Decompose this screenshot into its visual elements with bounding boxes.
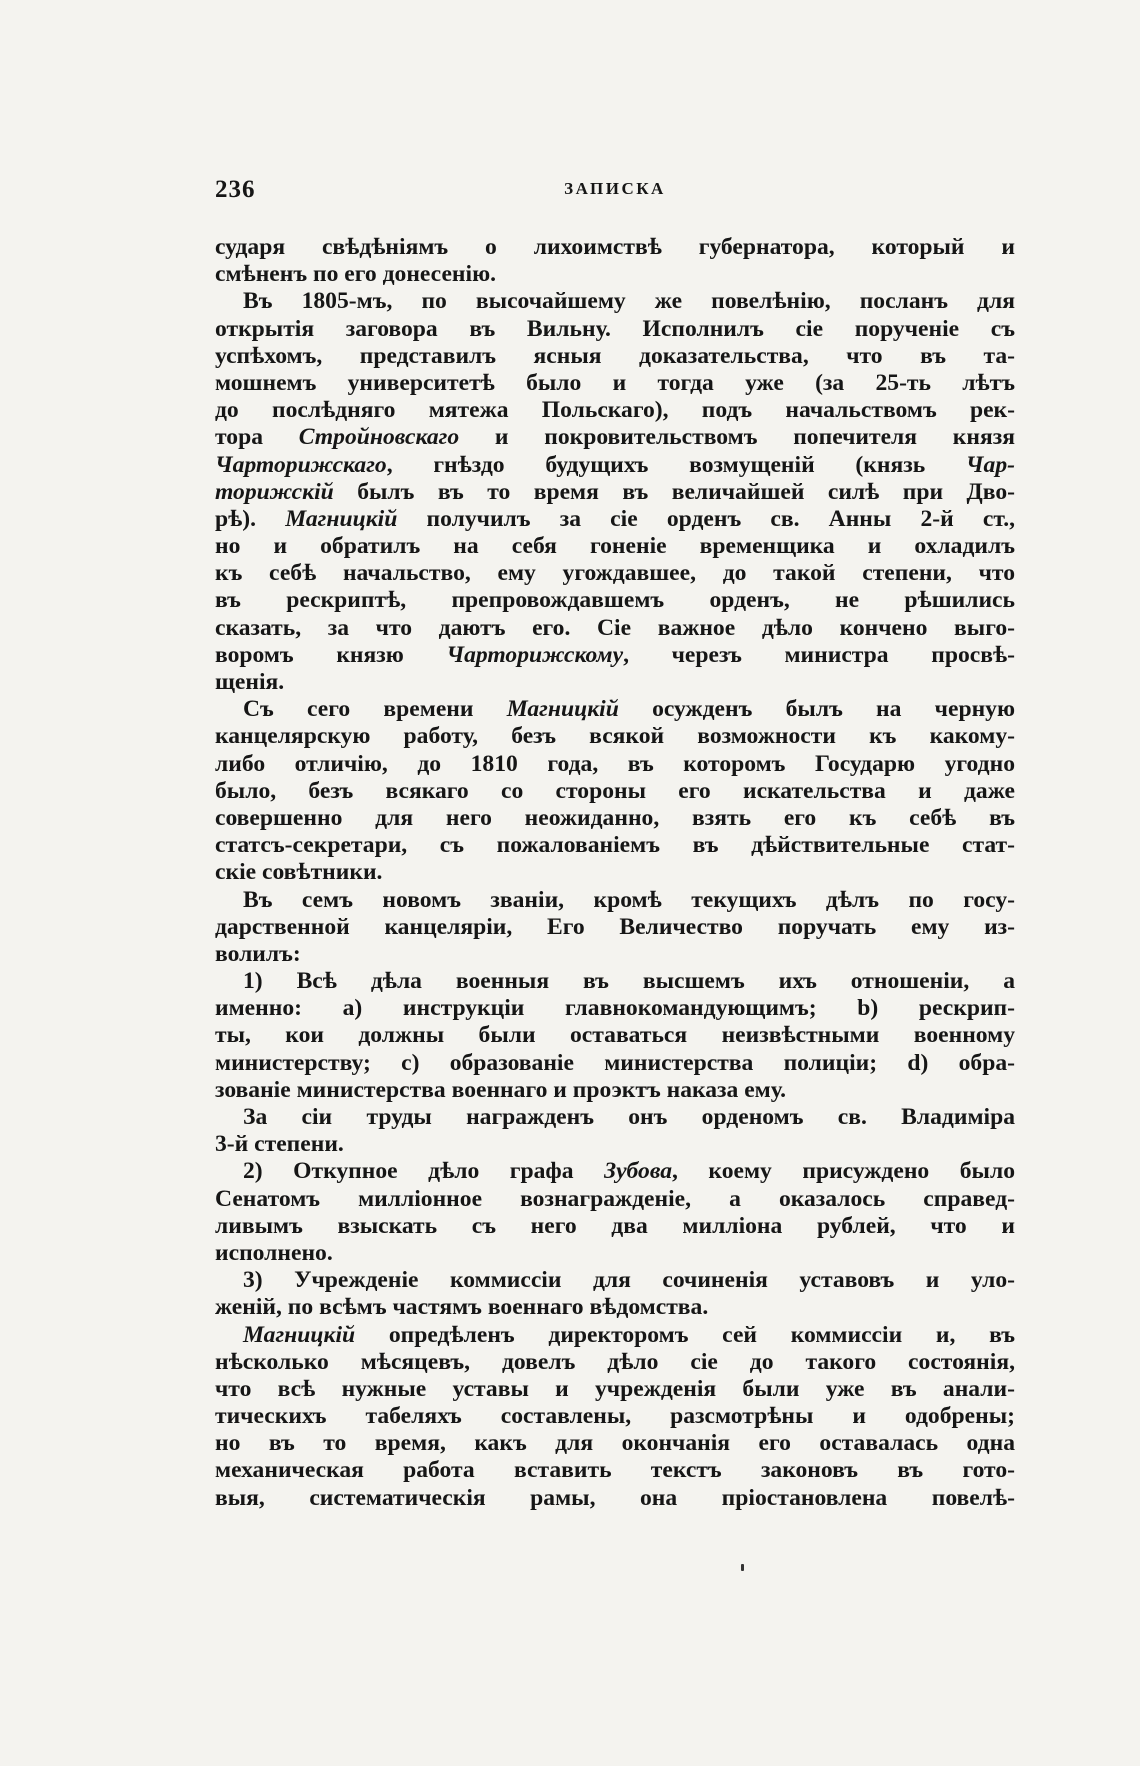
text-line <box>215 669 1015 696</box>
text-line <box>215 941 1015 968</box>
body-text <box>215 234 1015 1512</box>
text-line <box>215 1050 1015 1077</box>
text-run: успѣхомъ, представилъ ясныя доказательства, что въ та- <box>215 342 1015 369</box>
text-line <box>215 805 1015 832</box>
text-line <box>215 832 1015 859</box>
text-run: сударя свѣдѣніямъ о лихоимствѣ губернатора, который и <box>215 234 1015 260</box>
text-run: Сенатомъ милліонное вознагражденіе, а оказалось справед- <box>215 1185 1015 1212</box>
text-run: тора <box>215 424 299 451</box>
text-run: министерству; c) образованіе министерства полиціи; d) обра- <box>215 1049 1015 1076</box>
text-line <box>215 751 1015 778</box>
text-line <box>215 370 1015 397</box>
text-line <box>215 316 1015 343</box>
text-line <box>215 1131 1015 1158</box>
text-run: Въ 1805-мъ, по высочайшему же повелѣнію, посланъ для <box>243 288 1015 315</box>
text-run: ливымъ взыскать съ него два милліона рублей, что и <box>215 1212 1015 1239</box>
text-line <box>215 887 1015 914</box>
text-run: дарственной канцеляріи, Его Величество поручать ему из- <box>215 913 1015 940</box>
print-speck <box>741 1564 744 1571</box>
text-run: выя, систематическія рамы, она пріостановлена повелѣ- <box>215 1484 1015 1511</box>
italic-name: торижскій <box>215 478 334 505</box>
text-line <box>215 968 1015 995</box>
text-line <box>215 506 1015 533</box>
text-run: Съ сего времени <box>243 696 507 723</box>
text-line <box>215 533 1015 560</box>
page-number: 236 <box>215 176 256 203</box>
text-line <box>215 615 1015 642</box>
italic-name: Магницкій <box>506 696 619 723</box>
text-run: , гнѣздо будущихъ возмущеній (князь <box>386 451 966 478</box>
text-run: 3-й степени. <box>215 1131 344 1158</box>
text-run: совершенно для него неожиданно, взять его къ себѣ въ <box>215 804 1015 831</box>
text-line <box>215 914 1015 941</box>
text-line <box>215 1213 1015 1240</box>
text-run: канцелярскую работу, безъ всякой возможности къ какому- <box>215 723 1015 750</box>
text-run: именно: a) инструкціи главнокомандующимъ; b) рескрип- <box>215 995 1015 1022</box>
text-line <box>215 452 1015 479</box>
text-run: , черезъ министра просвѣ- <box>623 641 1015 668</box>
text-run: осужденъ былъ на черную <box>618 696 1015 723</box>
text-line <box>215 859 1015 886</box>
text-line <box>215 1186 1015 1213</box>
italic-name: Магницкій <box>243 1321 356 1348</box>
text-run: тическихъ табеляхъ составлены, разсмотрѣны и одобрены; <box>215 1403 1015 1430</box>
text-run: и покровительствомъ попечителя князя <box>459 424 1015 451</box>
text-run: до послѣдняго мятежа Польскаго), подъ начальствомъ рек- <box>215 397 1015 424</box>
text-line <box>215 1267 1015 1294</box>
text-line <box>215 560 1015 587</box>
text-run: щенія. <box>215 669 285 695</box>
text-run: механическая работа вставить текстъ законовъ въ гото- <box>215 1457 1015 1484</box>
text-run: , коему присуждено было <box>672 1158 1015 1185</box>
text-line <box>215 261 1015 288</box>
text-line <box>215 234 1015 261</box>
text-line <box>215 1077 1015 1104</box>
text-run: исполнено. <box>215 1239 333 1266</box>
text-run: мошнемъ университетѣ было и тогда уже (за 25-ть лѣтъ <box>215 369 1015 396</box>
running-title: ЗАПИСКА <box>564 179 666 198</box>
text-run: былъ въ то время въ величайшей силѣ при Дво- <box>333 478 1015 505</box>
text-run: За сіи труды награжденъ онъ орденомъ св. Владиміра <box>243 1104 1015 1130</box>
italic-name: Чар- <box>965 451 1015 478</box>
text-line <box>215 778 1015 805</box>
text-line <box>215 343 1015 370</box>
text-run: либо отличію, до 1810 года, въ которомъ Государю угодно <box>215 750 1015 777</box>
text-line <box>215 696 1015 723</box>
text-run: сказать, за что даютъ его. Сіе важное дѣло кончено выго- <box>215 614 1015 641</box>
text-line <box>215 1294 1015 1321</box>
text-run: женій, по всѣмъ частямъ военнаго вѣдомства. <box>215 1294 709 1321</box>
text-run: открытія заговора въ Вильну. Исполнилъ сіе порученіе съ <box>215 315 1015 342</box>
text-run: волилъ: <box>215 940 301 967</box>
text-run: но въ то время, какъ для окончанія его оставалась одна <box>215 1430 1015 1457</box>
text-run: скіе совѣтники. <box>215 859 383 886</box>
text-run: статсъ-секретари, съ пожалованіемъ въ дѣйствительные стат- <box>215 832 1015 859</box>
text-run: Въ семъ новомъ званіи, кромѣ текущихъ дѣлъ по госу- <box>243 886 1015 913</box>
text-run: рѣ). <box>215 505 286 532</box>
text-line <box>215 424 1015 451</box>
page-header <box>215 176 1015 206</box>
text-line <box>215 1022 1015 1049</box>
text-run: опредѣленъ директоромъ сей коммиссіи и, въ <box>355 1321 1015 1348</box>
text-line <box>215 1322 1015 1349</box>
text-line <box>215 1430 1015 1457</box>
text-line <box>215 1104 1015 1131</box>
text-line <box>215 1158 1015 1185</box>
text-run: воромъ князю <box>215 641 447 668</box>
text-line <box>215 1376 1015 1403</box>
text-line <box>215 995 1015 1022</box>
italic-name: Чарторижскому <box>446 641 624 668</box>
italic-name: Чарторижскаго <box>215 451 387 478</box>
text-line <box>215 587 1015 614</box>
text-run: что всѣ нужные уставы и учрежденія были уже въ анали- <box>215 1375 1015 1402</box>
italic-name: Магницкій <box>285 505 398 532</box>
text-run: зованіе министерства военнаго и проэктъ наказа ему. <box>215 1076 787 1103</box>
text-line <box>215 397 1015 424</box>
text-line <box>215 1349 1015 1376</box>
text-line <box>215 642 1015 669</box>
text-line <box>215 1240 1015 1267</box>
text-run: было, безъ всякаго со стороны его искательства и даже <box>215 777 1015 804</box>
text-run: нѣсколько мѣсяцевъ, довелъ дѣло сіе до такого состоянія, <box>215 1348 1015 1375</box>
text-run: 3) Учрежденіе коммиссіи для сочиненія уставовъ и уло- <box>243 1267 1015 1294</box>
text-line <box>215 723 1015 750</box>
text-run: ты, кои должны были оставаться неизвѣстными военному <box>215 1022 1015 1049</box>
text-run: смѣненъ по его донесенію. <box>215 261 496 288</box>
italic-name: Зубова <box>604 1158 672 1185</box>
text-run: но и обратилъ на себя гоненіе временщика и охладилъ <box>215 533 1015 560</box>
text-run: къ себѣ начальство, ему угождавшее, до такой степени, что <box>215 560 1015 587</box>
text-run: 2) Откупное дѣло графа <box>243 1158 605 1185</box>
text-run: 1) Всѣ дѣла военныя въ высшемъ ихъ отношеніи, а <box>243 968 1015 995</box>
text-line <box>215 1485 1015 1512</box>
text-run: получилъ за сіе орденъ св. Анны 2-й ст., <box>397 505 1015 532</box>
text-line <box>215 479 1015 506</box>
text-run: въ рескриптѣ, препровождавшемъ орденъ, не рѣшились <box>215 587 1015 614</box>
text-line <box>215 1457 1015 1484</box>
text-line <box>215 1403 1015 1430</box>
text-line <box>215 288 1015 315</box>
italic-name: Стройновскаго <box>298 424 460 451</box>
